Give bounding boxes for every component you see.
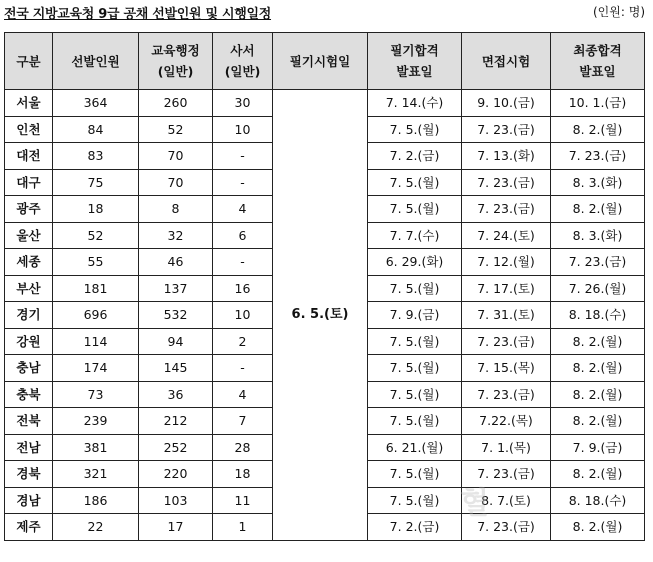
header-librarian-line1: 사서 bbox=[230, 43, 255, 58]
unit-note: (인원: 명) bbox=[593, 5, 645, 19]
header-final-line1: 최종합격 bbox=[573, 43, 622, 58]
librarian-cell: 6 bbox=[213, 222, 273, 249]
admin-cell: 70 bbox=[139, 143, 213, 170]
written-result-cell: 7. 2.(금) bbox=[368, 514, 462, 541]
librarian-cell: 28 bbox=[213, 434, 273, 461]
written-result-cell: 7. 5.(월) bbox=[368, 408, 462, 435]
table-row bbox=[5, 90, 645, 117]
librarian-cell: 16 bbox=[213, 275, 273, 302]
header-written-result bbox=[368, 33, 462, 90]
header-admin-line2: (일반) bbox=[157, 64, 194, 79]
written-result-cell: 7. 5.(월) bbox=[368, 275, 462, 302]
selected-cell: 186 bbox=[53, 487, 139, 514]
admin-cell: 52 bbox=[139, 116, 213, 143]
selected-cell: 52 bbox=[53, 222, 139, 249]
region-cell: 강원 bbox=[5, 328, 53, 355]
header-row bbox=[5, 33, 645, 90]
header-selected: 선발인원 bbox=[53, 33, 139, 90]
librarian-cell: 10 bbox=[213, 302, 273, 329]
admin-cell: 252 bbox=[139, 434, 213, 461]
written-result-cell: 7. 5.(월) bbox=[368, 196, 462, 223]
selected-cell: 381 bbox=[53, 434, 139, 461]
written-result-cell: 7. 5.(월) bbox=[368, 169, 462, 196]
region-cell: 광주 bbox=[5, 196, 53, 223]
region-cell: 대구 bbox=[5, 169, 53, 196]
librarian-cell: 18 bbox=[213, 461, 273, 488]
document-title: 전국 지방교육청 9급 공채 선발인원 및 시행일정 bbox=[4, 7, 272, 22]
interview-cell: 7.22.(목) bbox=[462, 408, 551, 435]
final-result-cell: 7. 9.(금) bbox=[551, 434, 645, 461]
selected-cell: 321 bbox=[53, 461, 139, 488]
schedule-table bbox=[4, 32, 645, 541]
interview-cell: 7. 17.(토) bbox=[462, 275, 551, 302]
header-admin bbox=[139, 33, 213, 90]
interview-cell: 7. 23.(금) bbox=[462, 514, 551, 541]
final-result-cell: 8. 2.(월) bbox=[551, 514, 645, 541]
librarian-cell: - bbox=[213, 169, 273, 196]
final-result-cell: 8. 2.(월) bbox=[551, 196, 645, 223]
admin-cell: 94 bbox=[139, 328, 213, 355]
interview-cell: 9. 10.(금) bbox=[462, 90, 551, 117]
admin-cell: 36 bbox=[139, 381, 213, 408]
interview-cell: 7. 23.(금) bbox=[462, 196, 551, 223]
final-result-cell: 8. 3.(화) bbox=[551, 222, 645, 249]
interview-cell: 7. 1.(목) bbox=[462, 434, 551, 461]
region-cell: 울산 bbox=[5, 222, 53, 249]
final-result-cell: 8. 18.(수) bbox=[551, 302, 645, 329]
written-result-cell: 7. 5.(월) bbox=[368, 381, 462, 408]
written-result-cell: 7. 14.(수) bbox=[368, 90, 462, 117]
librarian-cell: 30 bbox=[213, 90, 273, 117]
final-result-cell: 10. 1.(금) bbox=[551, 90, 645, 117]
final-result-cell: 8. 2.(월) bbox=[551, 355, 645, 382]
final-result-cell: 8. 2.(월) bbox=[551, 408, 645, 435]
region-cell: 인천 bbox=[5, 116, 53, 143]
written-result-cell: 7. 5.(월) bbox=[368, 328, 462, 355]
final-result-cell: 8. 2.(월) bbox=[551, 461, 645, 488]
admin-cell: 8 bbox=[139, 196, 213, 223]
interview-cell: 7. 23.(금) bbox=[462, 461, 551, 488]
selected-cell: 18 bbox=[53, 196, 139, 223]
admin-cell: 70 bbox=[139, 169, 213, 196]
selected-cell: 696 bbox=[53, 302, 139, 329]
written-result-cell: 7. 5.(월) bbox=[368, 461, 462, 488]
librarian-cell: 1 bbox=[213, 514, 273, 541]
written-result-cell: 7. 9.(금) bbox=[368, 302, 462, 329]
written-result-cell: 7. 5.(월) bbox=[368, 116, 462, 143]
region-cell: 세종 bbox=[5, 249, 53, 276]
librarian-cell: 7 bbox=[213, 408, 273, 435]
header-final bbox=[551, 33, 645, 90]
interview-cell: 8. 7.(토) bbox=[462, 487, 551, 514]
selected-cell: 84 bbox=[53, 116, 139, 143]
region-cell: 대전 bbox=[5, 143, 53, 170]
selected-cell: 83 bbox=[53, 143, 139, 170]
librarian-cell: - bbox=[213, 249, 273, 276]
admin-cell: 32 bbox=[139, 222, 213, 249]
librarian-cell: 11 bbox=[213, 487, 273, 514]
librarian-cell: 4 bbox=[213, 196, 273, 223]
librarian-cell: - bbox=[213, 143, 273, 170]
final-result-cell: 8. 2.(월) bbox=[551, 381, 645, 408]
selected-cell: 75 bbox=[53, 169, 139, 196]
final-result-cell: 7. 23.(금) bbox=[551, 143, 645, 170]
interview-cell: 7. 23.(금) bbox=[462, 116, 551, 143]
header-written-result-line1: 필기합격 bbox=[390, 43, 439, 58]
written-result-cell: 6. 29.(화) bbox=[368, 249, 462, 276]
selected-cell: 73 bbox=[53, 381, 139, 408]
librarian-cell: 10 bbox=[213, 116, 273, 143]
admin-cell: 212 bbox=[139, 408, 213, 435]
region-cell: 충남 bbox=[5, 355, 53, 382]
written-exam-date-cell: 6. 5.(토) bbox=[273, 90, 368, 541]
admin-cell: 532 bbox=[139, 302, 213, 329]
final-result-cell: 8. 3.(화) bbox=[551, 169, 645, 196]
header-admin-line1: 교육행정 bbox=[151, 43, 200, 58]
header-interview: 면접시험 bbox=[462, 33, 551, 90]
admin-cell: 220 bbox=[139, 461, 213, 488]
final-result-cell: 8. 18.(수) bbox=[551, 487, 645, 514]
header-written-result-line2: 발표일 bbox=[396, 64, 433, 79]
interview-cell: 7. 23.(금) bbox=[462, 328, 551, 355]
selected-cell: 114 bbox=[53, 328, 139, 355]
header-librarian-line2: (일반) bbox=[224, 64, 261, 79]
region-cell: 부산 bbox=[5, 275, 53, 302]
region-cell: 경북 bbox=[5, 461, 53, 488]
selected-cell: 22 bbox=[53, 514, 139, 541]
region-cell: 경남 bbox=[5, 487, 53, 514]
librarian-cell: 4 bbox=[213, 381, 273, 408]
interview-cell: 7. 15.(목) bbox=[462, 355, 551, 382]
selected-cell: 181 bbox=[53, 275, 139, 302]
admin-cell: 145 bbox=[139, 355, 213, 382]
admin-cell: 17 bbox=[139, 514, 213, 541]
selected-cell: 239 bbox=[53, 408, 139, 435]
written-result-cell: 7. 7.(수) bbox=[368, 222, 462, 249]
header-region: 구분 bbox=[5, 33, 53, 90]
region-cell: 서울 bbox=[5, 90, 53, 117]
interview-cell: 7. 13.(화) bbox=[462, 143, 551, 170]
region-cell: 제주 bbox=[5, 514, 53, 541]
written-result-cell: 7. 5.(월) bbox=[368, 487, 462, 514]
region-cell: 경기 bbox=[5, 302, 53, 329]
interview-cell: 7. 24.(토) bbox=[462, 222, 551, 249]
header-written-exam: 필기시험일 bbox=[273, 33, 368, 90]
region-cell: 전남 bbox=[5, 434, 53, 461]
final-result-cell: 8. 2.(월) bbox=[551, 116, 645, 143]
admin-cell: 260 bbox=[139, 90, 213, 117]
interview-cell: 7. 23.(금) bbox=[462, 169, 551, 196]
selected-cell: 174 bbox=[53, 355, 139, 382]
region-cell: 전북 bbox=[5, 408, 53, 435]
table-body bbox=[5, 90, 645, 541]
written-result-cell: 7. 5.(월) bbox=[368, 355, 462, 382]
final-result-cell: 7. 26.(월) bbox=[551, 275, 645, 302]
interview-cell: 7. 31.(토) bbox=[462, 302, 551, 329]
librarian-cell: 2 bbox=[213, 328, 273, 355]
librarian-cell: - bbox=[213, 355, 273, 382]
written-result-cell: 7. 2.(금) bbox=[368, 143, 462, 170]
admin-cell: 46 bbox=[139, 249, 213, 276]
final-result-cell: 7. 23.(금) bbox=[551, 249, 645, 276]
selected-cell: 364 bbox=[53, 90, 139, 117]
admin-cell: 137 bbox=[139, 275, 213, 302]
admin-cell: 103 bbox=[139, 487, 213, 514]
written-result-cell: 6. 21.(월) bbox=[368, 434, 462, 461]
header-librarian bbox=[213, 33, 273, 90]
selected-cell: 55 bbox=[53, 249, 139, 276]
header-final-line2: 발표일 bbox=[579, 64, 616, 79]
region-cell: 충북 bbox=[5, 381, 53, 408]
watermark: 혈 bbox=[460, 486, 489, 521]
interview-cell: 7. 12.(월) bbox=[462, 249, 551, 276]
final-result-cell: 8. 2.(월) bbox=[551, 328, 645, 355]
interview-cell: 7. 23.(금) bbox=[462, 381, 551, 408]
